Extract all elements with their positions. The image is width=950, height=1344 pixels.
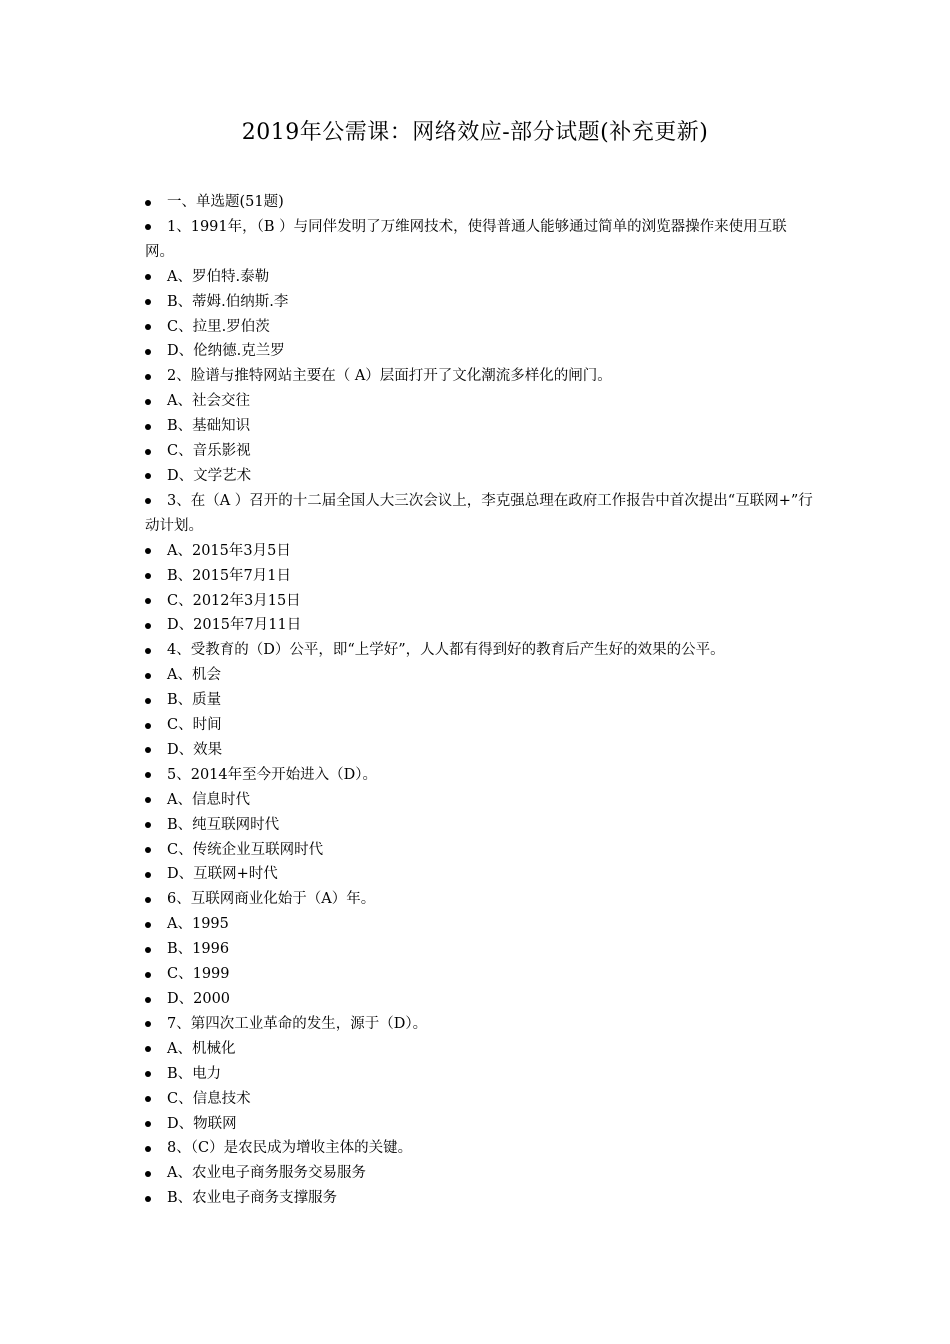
option-text: B、纯互联网时代 (167, 816, 280, 833)
bullet-icon (145, 589, 159, 614)
option-text: A、罗伯特.泰勒 (167, 268, 270, 285)
bullet-icon (145, 315, 159, 340)
question-item (145, 763, 815, 788)
option-text: D、文学艺术 (167, 467, 252, 484)
option-item (145, 464, 815, 489)
question-text: 5、2014年至今开始进入（D）。 (167, 766, 378, 783)
option-item (145, 1087, 815, 1112)
section-heading-text: 一、单选题(51题) (167, 194, 284, 210)
bullet-icon (145, 1136, 159, 1161)
question-text: 1、1991年，（B ）与同伴发明了万维网技术，使得普通人能够通过简单的浏览器操作来使用互联网。 (145, 218, 787, 260)
question-item (145, 364, 815, 389)
option-item (145, 987, 815, 1012)
option-text: C、信息技术 (167, 1090, 251, 1107)
option-item (145, 389, 815, 414)
bullet-icon (145, 788, 159, 813)
question-text: 7、第四次工业革命的发生，源于（D）。 (167, 1015, 428, 1032)
bullet-icon (145, 838, 159, 863)
option-item (145, 539, 815, 564)
bullet-icon (145, 339, 159, 364)
bullet-icon (145, 464, 159, 489)
bullet-icon (145, 489, 159, 514)
bullet-icon (145, 613, 159, 638)
option-item (145, 1186, 815, 1211)
option-text: D、2015年7月11日 (167, 617, 302, 634)
option-item (145, 265, 815, 290)
bullet-icon (145, 1062, 159, 1087)
option-item (145, 315, 815, 340)
option-item (145, 713, 815, 738)
option-text: B、1996 (167, 941, 230, 958)
bullet-icon (145, 1112, 159, 1137)
option-item (145, 813, 815, 838)
bullet-icon (145, 962, 159, 987)
question-item (145, 1012, 815, 1037)
option-text: A、1995 (167, 916, 229, 933)
option-item (145, 589, 815, 614)
option-text: D、伦纳德.克兰罗 (167, 343, 285, 360)
option-text: B、质量 (167, 692, 222, 709)
page-title: 2019年公需课：网络效应-部分试题(补充更新) (241, 120, 709, 145)
question-text: 2、脸谱与推特网站主要在（ A）层面打开了文化潮流多样化的闸门。 (167, 368, 612, 385)
option-item (145, 937, 815, 962)
question-item (145, 887, 815, 912)
question-text: 6、互联网商业化始于（A）年。 (167, 891, 376, 908)
option-item (145, 862, 815, 887)
option-item (145, 1037, 815, 1062)
option-text: D、2000 (167, 991, 231, 1007)
bullet-icon (145, 887, 159, 912)
option-text: A、信息时代 (167, 791, 250, 808)
option-text: B、2015年7月1日 (167, 567, 292, 584)
option-text: A、机械化 (167, 1040, 236, 1057)
bullet-icon (145, 663, 159, 688)
option-item (145, 688, 815, 713)
bullet-icon (145, 1012, 159, 1037)
bullet-icon (145, 215, 159, 240)
option-text: D、物联网 (167, 1115, 237, 1132)
option-item (145, 439, 815, 464)
option-item (145, 564, 815, 589)
bullet-icon (145, 813, 159, 838)
question-list (145, 190, 815, 1211)
bullet-icon (145, 389, 159, 414)
bullet-icon (145, 1087, 159, 1112)
bullet-icon (145, 713, 159, 738)
option-item (145, 788, 815, 813)
option-item (145, 663, 815, 688)
question-item (145, 489, 815, 539)
option-item (145, 838, 815, 863)
question-item (145, 215, 815, 265)
option-text: B、基础知识 (167, 418, 251, 435)
bullet-icon (145, 912, 159, 937)
option-text: B、电力 (167, 1065, 222, 1082)
bullet-icon (145, 539, 159, 564)
bullet-icon (145, 987, 159, 1012)
bullet-icon (145, 564, 159, 589)
option-item (145, 912, 815, 937)
option-text: C、1999 (167, 966, 230, 983)
option-item (145, 613, 815, 638)
option-item (145, 1112, 815, 1137)
bullet-icon (145, 738, 159, 763)
bullet-icon (145, 1161, 159, 1186)
option-text: A、农业电子商务服务交易服务 (167, 1165, 366, 1182)
question-item (145, 638, 815, 663)
bullet-icon (145, 1186, 159, 1211)
option-text: A、2015年3月5日 (167, 542, 291, 559)
bullet-icon (145, 265, 159, 290)
bullet-icon (145, 364, 159, 389)
question-text: 8、（C）是农民成为增收主体的关键。 (167, 1140, 413, 1157)
bullet-icon (145, 688, 159, 713)
option-text: C、音乐影视 (167, 443, 251, 460)
option-text: B、蒂姆.伯纳斯.李 (167, 293, 289, 310)
option-text: C、拉里.罗伯茨 (167, 318, 270, 335)
option-text: C、2012年3月15日 (167, 592, 301, 609)
option-item (145, 1161, 815, 1186)
option-text: D、效果 (167, 741, 223, 758)
option-item (145, 290, 815, 315)
bullet-icon (145, 862, 159, 887)
option-item (145, 962, 815, 987)
bullet-icon (145, 1037, 159, 1062)
bullet-icon (145, 414, 159, 439)
bullet-icon (145, 290, 159, 315)
option-item (145, 738, 815, 763)
option-text: C、传统企业互联网时代 (167, 841, 324, 858)
option-item (145, 1062, 815, 1087)
section-heading (145, 190, 815, 215)
question-text: 3、在（A ）召开的十二届全国人大三次会议上，李克强总理在政府工作报告中首次提出“互联网+”行动计划。 (145, 492, 813, 534)
bullet-icon (145, 439, 159, 464)
bullet-icon (145, 763, 159, 788)
option-text: D、互联网+时代 (167, 866, 278, 883)
question-text: 4、受教育的（D）公平，即“上学好”，人人都有得到好的教育后产生好的效果的公平。 (167, 642, 725, 659)
option-text: B、农业电子商务支撑服务 (167, 1190, 338, 1207)
option-item (145, 414, 815, 439)
question-item (145, 1136, 815, 1161)
bullet-icon (145, 638, 159, 663)
option-text: A、社会交往 (167, 393, 250, 410)
bullet-icon (145, 937, 159, 962)
option-text: C、时间 (167, 717, 222, 734)
option-item (145, 339, 815, 364)
bullet-icon (145, 190, 159, 215)
option-text: A、机会 (167, 667, 221, 684)
